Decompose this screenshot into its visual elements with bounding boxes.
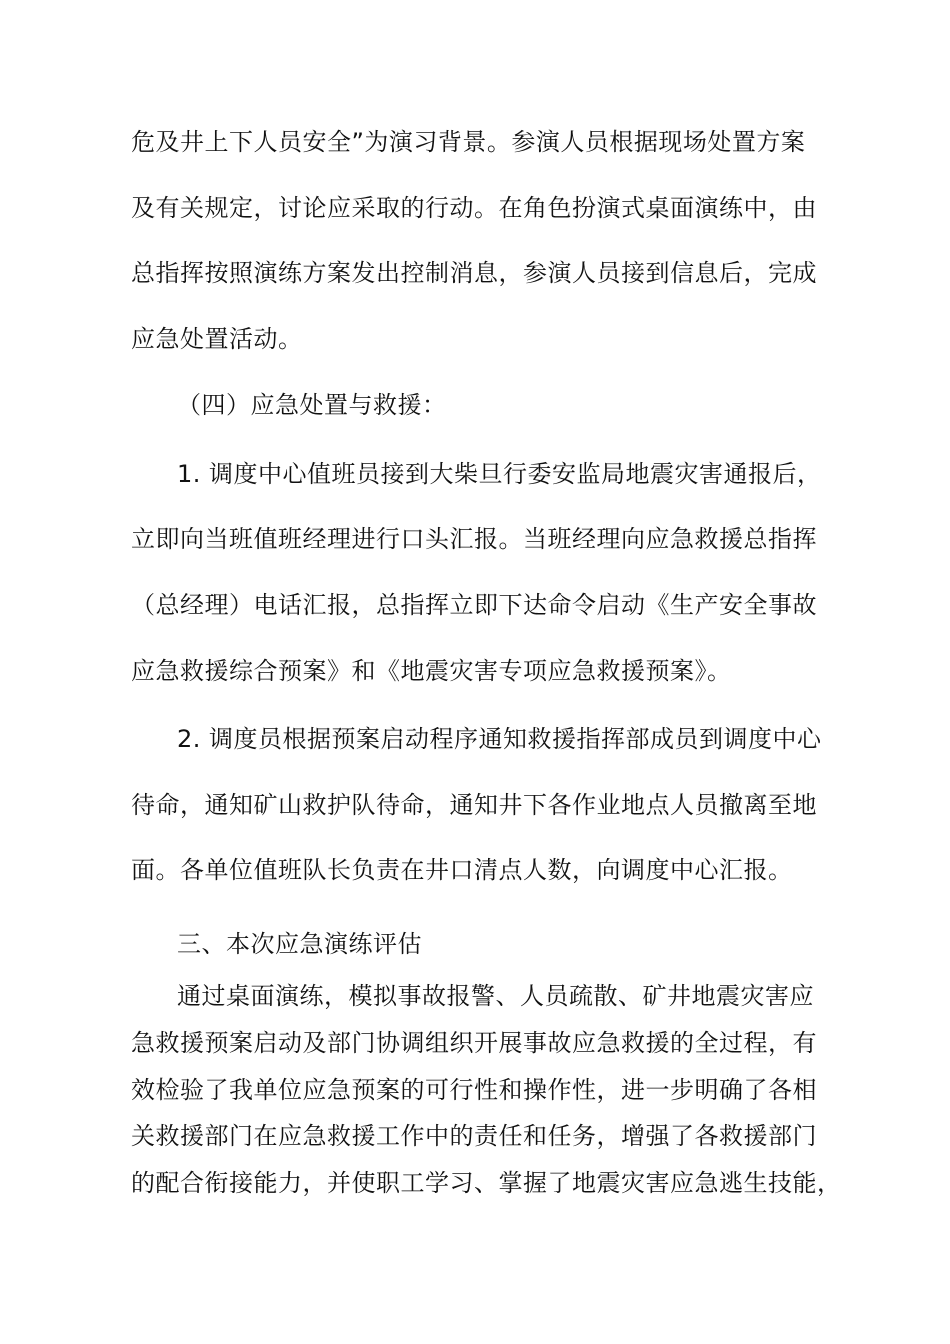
paragraph-line: 应急救援综合预案》和《地震灾害专项应急救援预案》。 [131, 657, 732, 685]
paragraph-line: 的配合衔接能力，并使职工学习、掌握了地震灾害应急逃生技能， [131, 1169, 842, 1197]
paragraph-line: （总经理）电话汇报，总指挥立即下达命令启动《生产安全事故 [131, 591, 817, 619]
paragraph-line: 立即向当班值班经理进行口头汇报。当班经理向应急救援总指挥 [131, 525, 817, 553]
paragraph-line: 1. 调度中心值班员接到大柴旦行委安监局地震灾害通报后， [177, 460, 822, 488]
paragraph-line: 关救援部门在应急救援工作中的责任和任务，增强了各救援部门 [131, 1122, 817, 1150]
section-heading: （四）应急处置与救援： [177, 391, 447, 419]
paragraph-line: 总指挥按照演练方案发出控制消息，参演人员接到信息后，完成 [131, 259, 817, 287]
paragraph-line: 待命，通知矿山救护队待命，通知井下各作业地点人员撤离至地 [131, 791, 817, 819]
paragraph-line: 危及井上下人员安全”为演习背景。参演人员根据现场处置方案 [131, 128, 806, 156]
paragraph-line: 面。各单位值班队长负责在井口清点人数，向调度中心汇报。 [131, 856, 793, 884]
paragraph-line: 通过桌面演练，模拟事故报警、人员疏散、矿井地震灾害应 [177, 982, 814, 1010]
paragraph-line: 及有关规定，讨论应采取的行动。在角色扮演式桌面演练中，由 [131, 194, 817, 222]
paragraph-line: 2. 调度员根据预案启动程序通知救援指挥部成员到调度中心 [177, 725, 822, 753]
paragraph-line: 急救援预案启动及部门协调组织开展事故应急救援的全过程，有 [131, 1029, 817, 1057]
section-heading: 三、本次应急演练评估 [177, 930, 422, 958]
paragraph-line: 效检验了我单位应急预案的可行性和操作性，进一步明确了各相 [131, 1076, 817, 1104]
paragraph-line: 应急处置活动。 [131, 325, 303, 353]
